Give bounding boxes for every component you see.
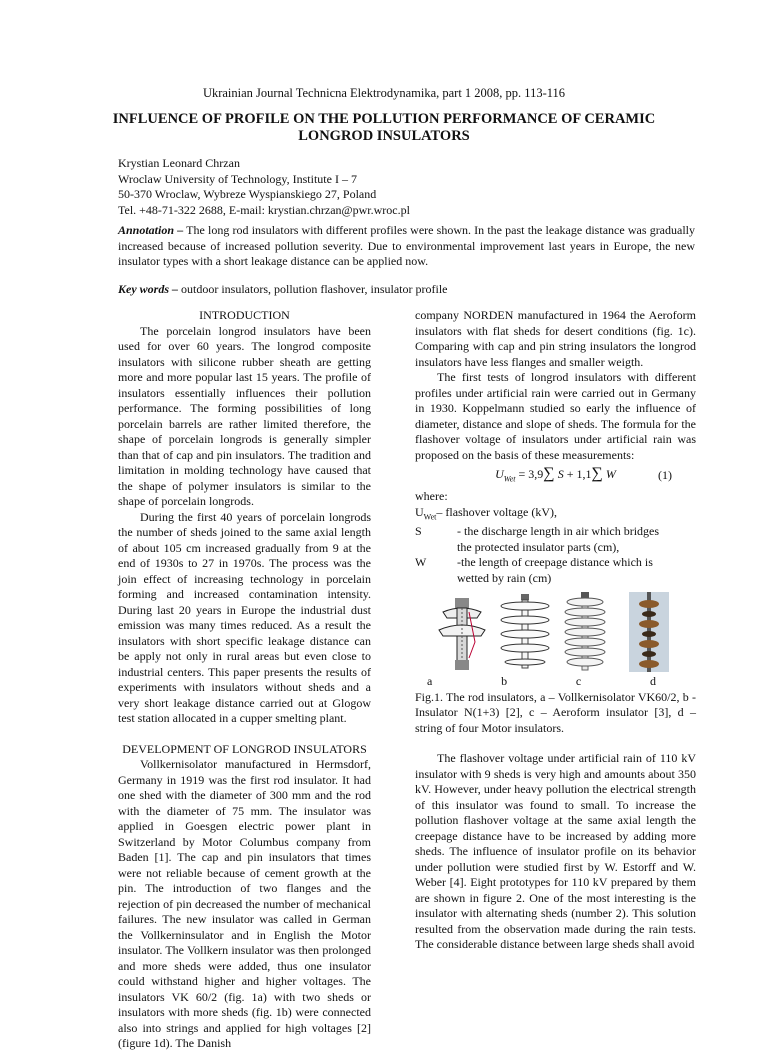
definition-row: [415, 555, 696, 571]
equation-coef-1: = 3,9: [515, 467, 544, 481]
intro-paragraph-1: The porcelain longrod insulators have been used for over 60 years. The longrod composite insulators with silicone rubber sheath are getting more and more popular last 15 years. The profile of insulators essentially influences their pollution performance. The forming possibilities of long porcelain barrels are rather limited therefore, the shape of porcelain longrods is generally simpler than that of cap and pin insulators. The tradition and limitation in molding technology have caused that the shape of polymer insulators is similar to the shape of porcelain longrods.: [118, 323, 371, 508]
keywords-label: Key words –: [118, 282, 178, 296]
insulator-b-drawing: [501, 594, 549, 668]
definition-row: [415, 524, 696, 540]
definition-text: wetted by rain (cm): [457, 570, 552, 585]
figure-1-labels: [415, 674, 696, 690]
definition-text: - the discharge length in air which bridges: [457, 524, 660, 539]
figure-label-c: c: [575, 674, 582, 689]
equation-lhs: U: [495, 467, 504, 481]
insulators-figure: [415, 592, 696, 672]
sum-symbol-2: ∑: [591, 465, 603, 482]
definition-row: [415, 540, 696, 556]
right-paragraph-2: The first tests of longrod insulators with different profiles under artificial rain were carried out in Germany in 1930. Koppelmann studied so early the influence of diameter, distance and slope of sheds. The formula for the flashover voltage of insulators under artificial rain was proposed on the basis of these measurements:: [415, 370, 696, 462]
definition-key: W: [415, 555, 427, 570]
right-column: [415, 308, 696, 953]
author-address: 50-370 Wroclaw, Wybreze Wyspianskiego 27, Poland: [118, 187, 377, 201]
equation-lhs-sub: Wet: [503, 474, 516, 484]
definition-key: S: [415, 524, 422, 539]
figure-1-caption: Fig.1. The rod insulators, a – Vollkernisolator VK60/2, b - Insulator N(1+3) [2], c – Aeroform insulator [3], d – string of four Motor insulators.: [415, 689, 696, 735]
definition-text: -the length of creepage distance which is: [457, 555, 653, 570]
equation-coef-2: + 1,1: [563, 467, 592, 481]
development-heading: DEVELOPMENT OF LONGROD INSULATORS: [122, 741, 367, 756]
intro-paragraph-2: During the first 40 years of porcelain longrods the number of sheds joined to the same axial length of about 105 cm increased gradually from 9 at the end of 1930s to 27 in 1970s. The process was the join effect of increasing technology in porcelain forming and increased contamination intensity. During last 20 years in Europe the industrial dust emission was many times reduced. As a result the insulators with short specific leakage distance can be apply not only in rural areas but even close to industrial centers. This paper presents the results of experiments with insulators without sheds and a very short leakage distance carried out at Glogow test station allocated in a cupper smelting plant.: [118, 509, 371, 725]
title-line-1: INFLUENCE OF PROFILE ON THE POLLUTION PERFORMANCE OF CERAMIC: [112, 111, 656, 127]
insulator-d-drawing: [629, 592, 669, 672]
left-column: [118, 308, 371, 1052]
definition-text: – flashover voltage (kV),: [436, 504, 557, 519]
author-affiliation: Wroclaw University of Technology, Institute I – 7: [118, 171, 357, 186]
sum-symbol-1: ∑: [543, 465, 555, 482]
introduction-heading: INTRODUCTION: [199, 308, 290, 322]
insulator-a-drawing: [439, 598, 485, 670]
definition-text: the protected insulator parts (cm),: [457, 539, 620, 554]
where-label: where:: [415, 489, 448, 503]
keywords-text: outdoor insulators, pollution flashover, insulator profile: [178, 282, 448, 296]
author-name: Krystian Leonard Chrzan: [118, 156, 240, 170]
figure-1: [415, 592, 696, 672]
right-paragraph-3: The flashover voltage under artificial rain of 110 kV insulator with 9 sheds is very high and amounts about 350 kV. However, under heavy pollution the electrical strength of this insulator was found to small. To increase the pollution flashover voltage at the same axial length the creepage distance have to be increased by adding more sheds. The influence of insulator profile on its behavior under pollution were studied first by W. Estorff and W. Weber [4]. Eight prototypes for 110 kV prepared by them are shown in figure 2. One of the most interesting is the insulator with alternating sheds (number 2). This solution resulted from the observation made during the rain tests. The considerable distance between large sheds shall avoid: [415, 751, 696, 952]
equation-var-w: W: [602, 467, 616, 481]
journal-reference: Ukrainian Journal Technicna Elektrodynamika, part 1 2008, pp. 113-116: [202, 86, 566, 100]
definition-row: [415, 505, 696, 525]
author-contact: Tel. +48-71-322 2688, E-mail: krystian.chrzan@pwr.wroc.pl: [118, 202, 410, 217]
author-block: [118, 156, 410, 218]
symbol-definitions: [415, 505, 696, 587]
annotation-label: Annotation –: [118, 223, 184, 237]
definition-key: $U_{Wet}$: [415, 504, 437, 521]
paper-title: [60, 111, 708, 145]
equation-1: [415, 466, 696, 486]
title-line-2: LONGROD INSULATORS: [298, 128, 470, 144]
keywords: [118, 282, 447, 297]
definition-key: [415, 540, 457, 556]
figure-label-b: b: [501, 674, 508, 689]
development-paragraph: Vollkernisolator manufactured in Hermsdorf, Germany in 1919 was the first rod insulator. It had one shed with the diameter of 300 mm and the rod with the diameter of 75 mm. The insulator was applied in Goesgen electric power plant in Switzerland by Motor Columbus company from Baden [1]. The cap and pin insulators that times were not reliable because of cement growth at the pin. The introduction of two flanges and the rejection of pin decreased the number of mechanical failures. The new insulator was called in German the Vollkerninsulator and in English the Motor insulator. The Vollkern insulator was then prolonged and more sheds were added, thus one insulator could withstand higher and higher voltages. The insulators VK 60/2 (fig. 1a) with two sheds or insulators with more sheds (fig. 1b) were connected also into strings and applied for high voltages [2] (figure 1d). The Danish: [118, 757, 371, 1050]
annotation: [118, 223, 695, 270]
figure-label-d: d: [650, 674, 656, 689]
right-paragraph-1: company NORDEN manufactured in 1964 the Aeroform insulators with flat sheds for desert conditions (fig. 1c). Comparing with cap and pin string insulators the longrod insulators have less flanges and smaller weigth.: [415, 308, 696, 369]
equation-number: (1): [658, 468, 672, 482]
insulator-c-drawing: [565, 592, 605, 670]
equation-var-s: S: [554, 467, 564, 481]
annotation-text: The long rod insulators with different profiles were shown. In the past the leakage distance was gradually increased because of increased pollution severity. Due to environmental improvement last years in Europe, the new insulator types with a short leakage distance can be applied now.: [118, 223, 696, 268]
figure-label-a: a: [427, 674, 433, 689]
definition-key: [415, 571, 457, 587]
definition-row: [415, 571, 696, 587]
